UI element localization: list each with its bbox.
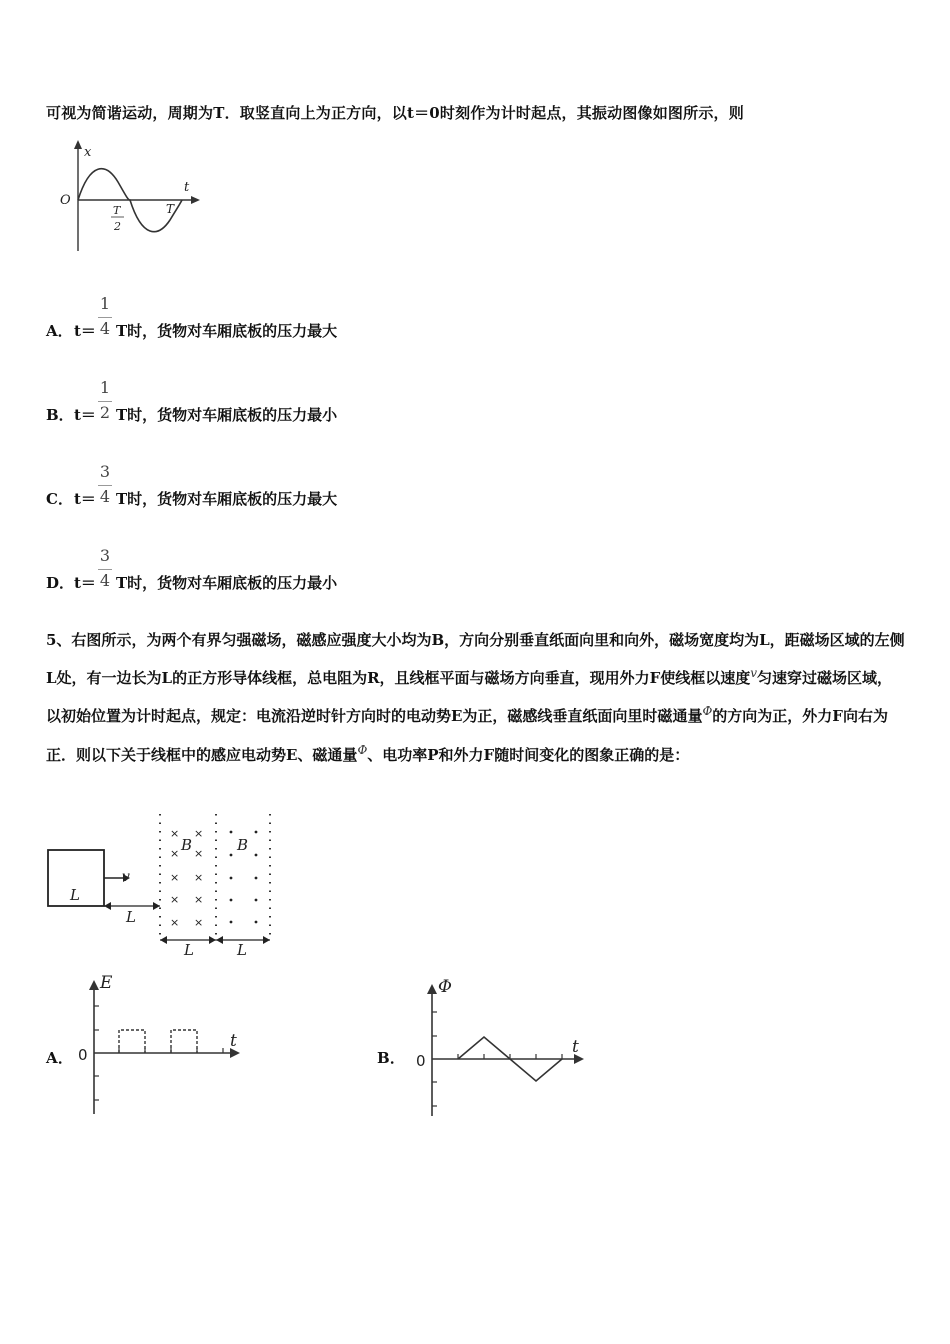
svg-text:×: × [194,916,204,929]
option-c-den: 4 [99,487,111,506]
answer-a-x-axis: t [230,1031,237,1051]
field-label-left: B [181,836,193,854]
q5-sym-phi2: Φ [357,742,368,757]
answer-b-x-axis: t [572,1037,579,1057]
option-c-text: T时，货物对车厢底板的压力最大 [116,490,338,508]
answer-b-label[interactable]: B． [377,1049,406,1067]
graph1-x-axis: t [184,180,190,195]
q5-part2: 匀速穿过磁场区域，以初始位置为计时起点，规定：电流沿逆时针方向时的电动势E为正，磁感线垂直纸面向里时磁通量 [46,668,893,726]
option-c-t-eq: t＝ [74,490,96,508]
answer-a-label[interactable]: A． [46,1049,74,1067]
frame-label: L [70,886,80,904]
option-d-den: 4 [99,571,111,590]
option-a-t-eq: t＝ [74,322,96,340]
option-d-fraction [98,546,112,590]
option-b-label: B． [46,406,74,424]
svg-text:×: × [194,847,204,860]
option-b-text: T时，货物对车厢底板的压力最小 [116,406,338,424]
graph1-tick-half-num: T [113,204,121,217]
svg-text:×: × [194,871,204,884]
width-right-label: L [237,941,247,958]
intro-line: 可视为简谐运动，周期为T．取竖直向上为正方向，以t＝0时刻作为计时起点，其振动图像如图所示，则 [46,104,744,122]
graph1-y-axis: x [84,145,92,160]
answer-b-origin: 0 [416,1052,426,1070]
q5-sym-v: v [750,665,757,680]
velocity-label: v [122,869,130,885]
option-b-den: 2 [99,403,111,422]
answer-a-origin: 0 [78,1046,88,1064]
width-left-label: L [184,941,194,958]
option-b-num: 1 [99,378,111,397]
svg-text:×: × [194,893,204,906]
option-d-label: D． [46,574,75,592]
answer-a-y-axis: E [100,973,113,993]
svg-text:×: × [170,916,180,929]
option-c-fraction [98,462,112,506]
svg-text:×: × [170,871,180,884]
svg-text:×: × [170,893,180,906]
oscillation-graph [44,136,214,256]
q5-sym-phi1: Φ [702,704,713,719]
q5-part3: 的方向为正，外力F向右为正．则以下关于线框中的感应电动势E、磁通量 [46,707,888,764]
graph1-tick-full: T [166,202,175,216]
graph1-tick-half-den: 2 [114,220,121,233]
q5-part1: 5、右图所示，为两个有界匀强磁场，磁感应强度大小均为B，方向分别垂直纸面向里和向外，磁场宽度均为L，距磁场区域的左侧L处，有一边长为L的正方形导体线框，总电阻为R，且线框平面与磁场方向垂直，现用外力F使线框以速度 [46,631,905,687]
option-b-fraction [98,378,112,422]
question-5-text [46,622,906,775]
option-a-fraction [98,294,112,338]
option-a-num: 1 [99,294,111,313]
answer-b-graph [412,970,592,1120]
graph1-origin: O [60,193,71,208]
option-a-den: 4 [99,319,111,338]
option-c-num: 3 [99,462,111,481]
option-d-t-eq: t＝ [74,574,96,592]
option-d-text: T时，货物对车厢底板的压力最小 [116,574,338,592]
svg-text:×: × [170,827,180,840]
svg-text:×: × [170,847,180,860]
option-b-t-eq: t＝ [74,406,96,424]
answer-b-y-axis: Φ [438,977,452,997]
q5-part4: 、电功率P和外力F随时间变化的图象正确的是： [367,745,690,764]
magnetic-field-figure [44,808,284,958]
answer-a-graph [72,970,252,1120]
option-c-label: C． [46,490,73,508]
option-a-label: A． [46,322,73,340]
option-a-text: T时，货物对车厢底板的压力最大 [116,322,338,340]
option-d-num: 3 [99,546,111,565]
gap-label: L [126,908,136,926]
field-label-right: B [237,836,249,854]
svg-text:×: × [194,827,204,840]
